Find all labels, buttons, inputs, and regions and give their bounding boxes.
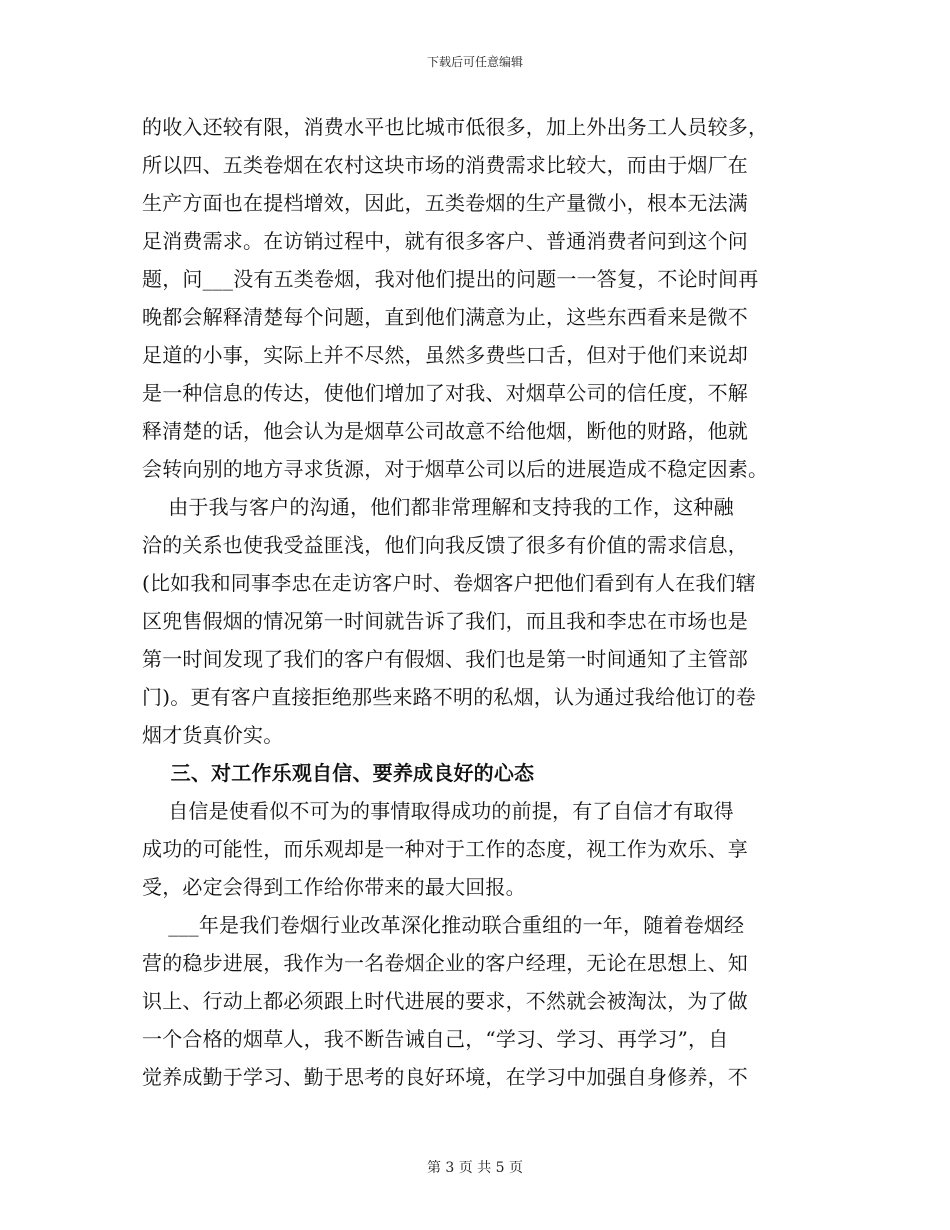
text-line: 足道的小事，实际上并不尽然，虽然多费些口舌，但对于他们来说却: [142, 343, 748, 367]
text-line: 门)。更有客户直接拒绝那些来路不明的私烟，认为通过我给他订的卷: [142, 685, 757, 709]
page-header: 下载后可任意编辑: [426, 55, 523, 69]
text-line: 识上、行动上都必须跟上时代进展的要求，不然就会被淘汰，为了做: [142, 989, 748, 1013]
text-line: ___年是我们卷烟行业改革深化推动联合重组的一年，随着卷烟经: [142, 913, 745, 937]
text-line: 受，必定会得到工作给你带来的最大回报。: [142, 875, 526, 899]
text-line: 所以四、五类卷烟在农村这块市场的消费需求比较大，而由于烟厂在: [142, 153, 748, 177]
text-line: 生产方面也在提档增效，因此，五类卷烟的生产量微小，根本无法满: [142, 191, 748, 215]
page-footer: 第 3 页 共 5 页: [426, 1160, 524, 1176]
text-line: 成功的可能性，而乐观却是一种对于工作的态度，视工作为欢乐、享: [142, 837, 748, 861]
text-line: 晚都会解释清楚每个问题，直到他们满意为止，这些东西看来是微不: [142, 305, 748, 329]
text-line: 烟才货真价实。: [142, 723, 284, 747]
text-line: 区兜售假烟的情况第一时间就告诉了我们，而且我和李忠在市场也是: [142, 609, 748, 633]
document-body: [142, 108, 802, 1096]
text-line: 自信是使看似不可为的事情取得成功的前提，有了自信才有取得: [142, 799, 734, 823]
text-line: 由于我与客户的沟通，他们都非常理解和支持我的工作，这种融: [142, 495, 734, 519]
text-line: 觉养成勤于学习、勤于思考的良好环境，在学习中加强自身修养，不: [142, 1065, 748, 1089]
text-line: 营的稳步进展，我作为一名卷烟企业的客户经理，无论在思想上、知: [142, 951, 748, 975]
text-line: 是一种信息的传达，使他们增加了对我、对烟草公司的信任度，不解: [142, 381, 748, 405]
text-line: 洽的关系也使我受益匪浅，他们向我反馈了很多有价值的需求信息，: [142, 533, 748, 557]
text-line: 足消费需求。在访销过程中，就有很多客户、普通消费者问到这个问: [142, 229, 748, 253]
text-line: 题，问___没有五类卷烟，我对他们提出的问题一一答复，不论时间再: [142, 267, 759, 291]
text-line: 释清楚的话，他会认为是烟草公司故意不给他烟，断他的财路，他就: [142, 419, 748, 443]
text-line: (比如我和同事李忠在走访客户时、卷烟客户把他们看到有人在我们辖: [142, 571, 757, 595]
text-line: 第一时间发现了我们的客户有假烟、我们也是第一时间通知了主管部: [142, 647, 748, 671]
section-heading: 三、对工作乐观自信、要养成良好的心态: [142, 761, 535, 785]
text-line: 会转向别的地方寻求货源，对于烟草公司以后的进展造成不稳定因素。: [142, 457, 769, 481]
text-line: 的收入还较有限，消费水平也比城市低很多，加上外出务工人员较多，: [142, 115, 769, 139]
text-line: 一个合格的烟草人，我不断告诫自己，“学习、学习、再学习”，自: [142, 1027, 729, 1051]
